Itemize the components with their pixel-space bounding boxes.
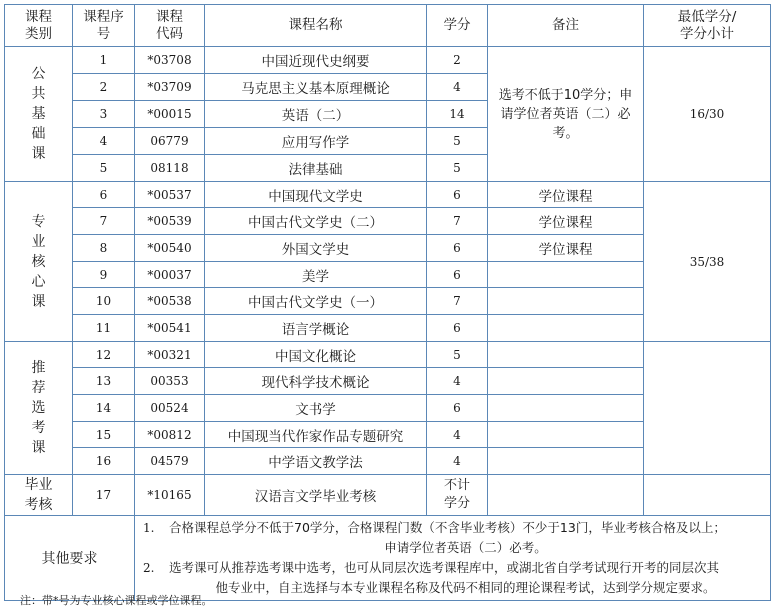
header-note: 备注 <box>488 5 644 47</box>
credit-cell: 4 <box>427 422 488 448</box>
code-cell: *00540 <box>135 235 205 262</box>
credit-cell: 5 <box>427 342 488 368</box>
code-cell: *00539 <box>135 208 205 235</box>
name-cell: 外国文学史 <box>205 235 427 262</box>
note-cell <box>488 395 644 422</box>
seq-cell: 6 <box>73 182 135 208</box>
note-public-basic: 选考不低于10学分；申请学位者英语（二）必考。 <box>488 47 644 182</box>
category-graduation: 毕业考核 <box>5 475 73 516</box>
header-category: 课程类别 <box>5 5 73 47</box>
note-cell <box>488 368 644 395</box>
code-cell: 00524 <box>135 395 205 422</box>
code-cell: *00812 <box>135 422 205 448</box>
header-row <box>5 5 771 47</box>
credit-cell: 6 <box>427 235 488 262</box>
other-requirements-row <box>5 516 771 601</box>
code-cell: *03709 <box>135 74 205 101</box>
note-cell <box>488 448 644 475</box>
name-cell: 法律基础 <box>205 155 427 182</box>
credit-cell: 2 <box>427 47 488 74</box>
table-row <box>5 342 771 368</box>
name-cell: 应用写作学 <box>205 128 427 155</box>
requirement-item-2: 2. 选考课可从推荐选考课中选考，也可从同层次选考课程库中，或湖北省自学考试现行开考的同层次其 他专业中，自主选择与本专业课程名称及代码不相同的理论课程考试，达到学分规定要求。 <box>143 560 720 595</box>
name-cell: 中学语文教学法 <box>205 448 427 475</box>
name-cell: 语言学概论 <box>205 315 427 342</box>
credit-cell: 7 <box>427 288 488 315</box>
min-recommended <box>644 342 771 475</box>
header-min: 最低学分/学分小计 <box>644 5 771 47</box>
name-cell: 汉语言文学毕业考核 <box>205 475 427 516</box>
header-credit: 学分 <box>427 5 488 47</box>
code-cell: 04579 <box>135 448 205 475</box>
code-cell: *00037 <box>135 262 205 288</box>
header-code: 课程代码 <box>135 5 205 47</box>
min-public-basic: 16/30 <box>644 47 771 182</box>
name-cell: 中国古代文学史（一） <box>205 288 427 315</box>
seq-cell: 2 <box>73 74 135 101</box>
name-cell: 现代科学技术概论 <box>205 368 427 395</box>
name-cell: 马克思主义基本原理概论 <box>205 74 427 101</box>
name-cell: 美学 <box>205 262 427 288</box>
credit-cell: 4 <box>427 368 488 395</box>
category-public-basic: 公共基础课 <box>5 47 73 182</box>
code-cell: *03708 <box>135 47 205 74</box>
note-cell <box>488 475 644 516</box>
category-core: 专业核心课 <box>5 182 73 342</box>
credit-cell: 6 <box>427 262 488 288</box>
code-cell: *00538 <box>135 288 205 315</box>
seq-cell: 14 <box>73 395 135 422</box>
credit-cell: 5 <box>427 128 488 155</box>
footnote: 注：带*号为专业核心课程或学位课程。 <box>20 594 213 607</box>
code-cell: *10165 <box>135 475 205 516</box>
other-requirements-text <box>135 516 771 601</box>
min-graduation <box>644 475 771 516</box>
note-cell <box>488 422 644 448</box>
note-cell <box>488 315 644 342</box>
table-row <box>5 182 771 208</box>
name-cell: 中国近现代史纲要 <box>205 47 427 74</box>
name-cell: 文书学 <box>205 395 427 422</box>
code-cell: *00541 <box>135 315 205 342</box>
note-cell <box>488 288 644 315</box>
code-cell: *00015 <box>135 101 205 128</box>
credit-cell: 7 <box>427 208 488 235</box>
header-seq: 课程序号 <box>73 5 135 47</box>
table-row <box>5 47 771 74</box>
seq-cell: 5 <box>73 155 135 182</box>
code-cell: *00537 <box>135 182 205 208</box>
credit-cell: 5 <box>427 155 488 182</box>
requirement-item-1: 1. 合格课程总学分不低于70学分，合格课程门数（不含毕业考核）不少于13门，毕业考核合格及以上； 申请学位者英语（二）必考。 <box>143 520 726 555</box>
note-cell: 学位课程 <box>488 208 644 235</box>
seq-cell: 8 <box>73 235 135 262</box>
category-recommended: 推荐选考课 <box>5 342 73 475</box>
credit-cell: 4 <box>427 74 488 101</box>
seq-cell: 11 <box>73 315 135 342</box>
min-core: 35/38 <box>644 182 771 342</box>
seq-cell: 3 <box>73 101 135 128</box>
other-requirements-label: 其他要求 <box>5 516 135 601</box>
seq-cell: 16 <box>73 448 135 475</box>
seq-cell: 4 <box>73 128 135 155</box>
code-cell: 06779 <box>135 128 205 155</box>
credit-cell: 4 <box>427 448 488 475</box>
credit-cell: 6 <box>427 395 488 422</box>
note-cell <box>488 342 644 368</box>
name-cell: 中国古代文学史（二） <box>205 208 427 235</box>
table-row <box>5 475 771 516</box>
code-cell: 00353 <box>135 368 205 395</box>
seq-cell: 10 <box>73 288 135 315</box>
seq-cell: 7 <box>73 208 135 235</box>
name-cell: 中国现代文学史 <box>205 182 427 208</box>
seq-cell: 17 <box>73 475 135 516</box>
credit-cell: 6 <box>427 182 488 208</box>
note-cell: 学位课程 <box>488 182 644 208</box>
seq-cell: 1 <box>73 47 135 74</box>
name-cell: 英语（二） <box>205 101 427 128</box>
seq-cell: 9 <box>73 262 135 288</box>
credit-cell: 6 <box>427 315 488 342</box>
seq-cell: 12 <box>73 342 135 368</box>
note-cell <box>488 262 644 288</box>
header-name: 课程名称 <box>205 5 427 47</box>
code-cell: 08118 <box>135 155 205 182</box>
seq-cell: 15 <box>73 422 135 448</box>
name-cell: 中国文化概论 <box>205 342 427 368</box>
credit-cell: 14 <box>427 101 488 128</box>
name-cell: 中国现当代作家作品专题研究 <box>205 422 427 448</box>
curriculum-table <box>4 4 771 607</box>
note-cell: 学位课程 <box>488 235 644 262</box>
credit-cell: 不计学分 <box>427 475 488 516</box>
seq-cell: 13 <box>73 368 135 395</box>
code-cell: *00321 <box>135 342 205 368</box>
